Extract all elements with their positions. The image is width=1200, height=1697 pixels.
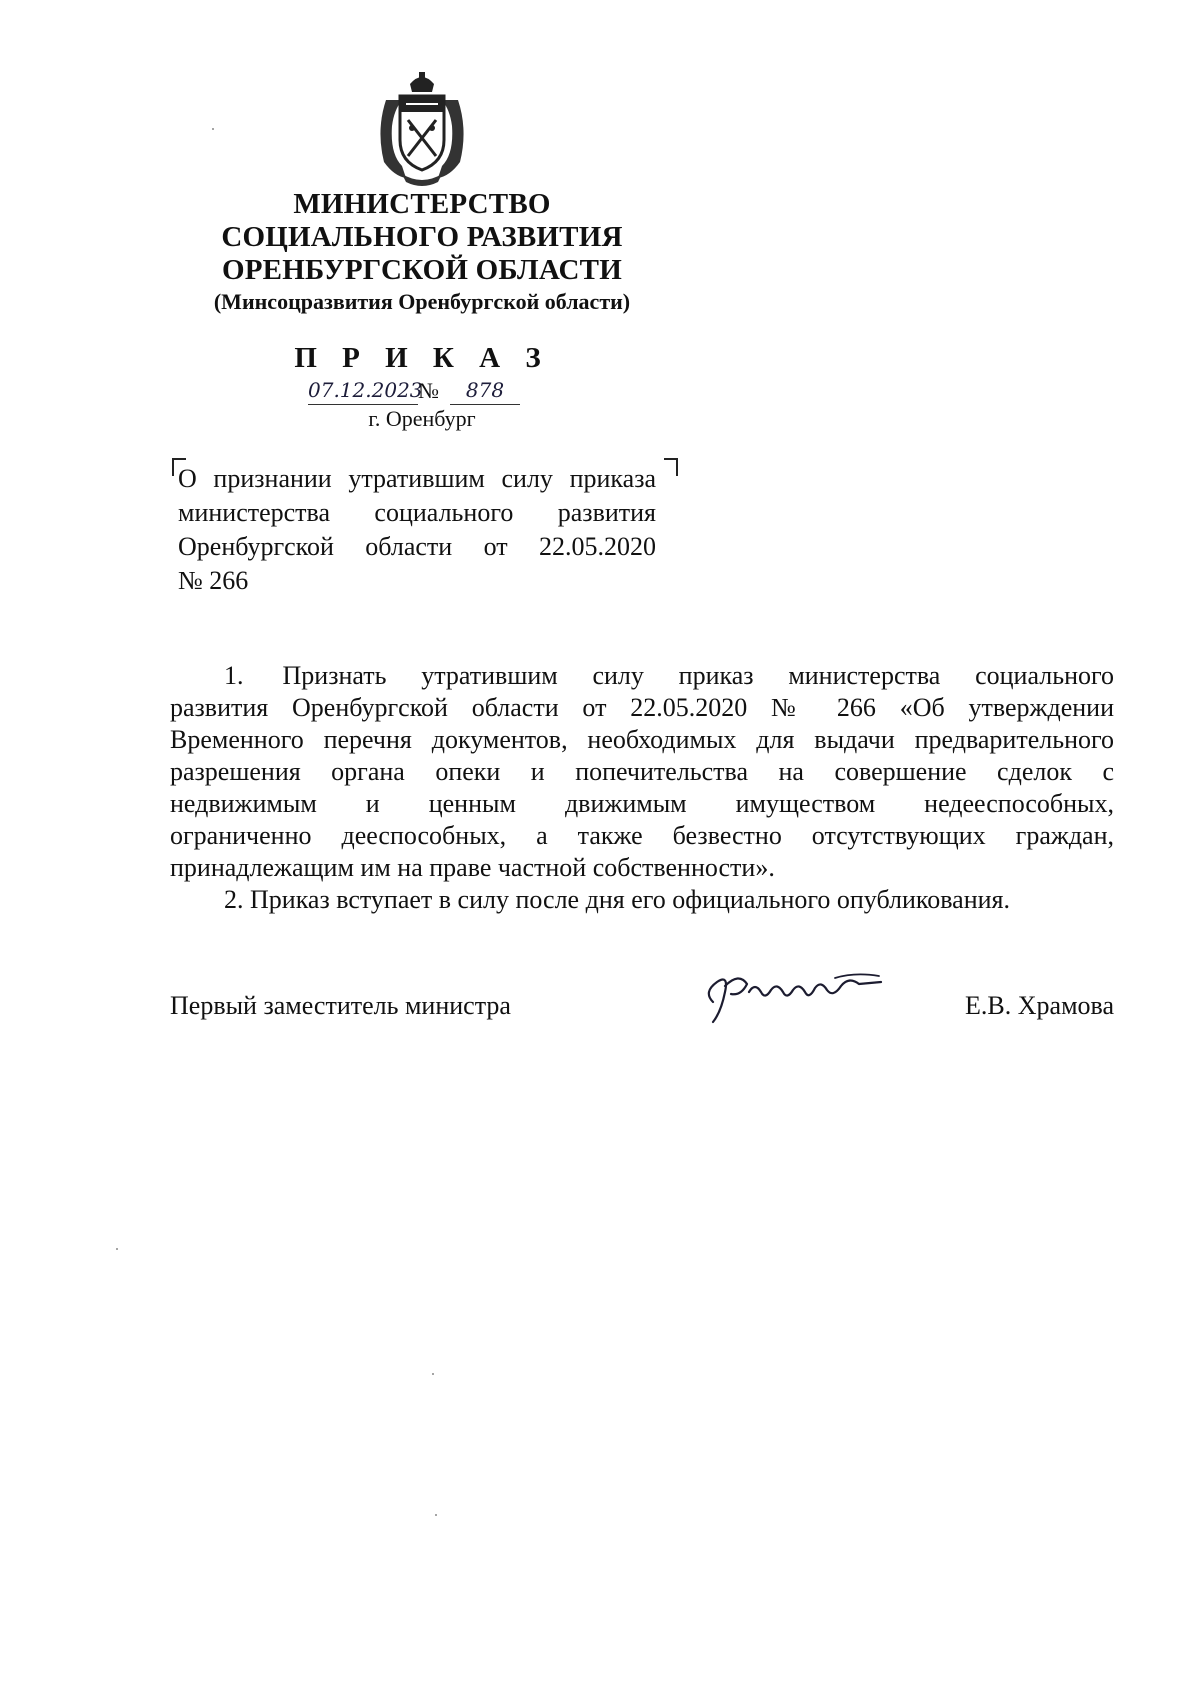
scan-speck [432, 1373, 434, 1375]
paragraph-line: разрешения органа опеки и попечительства на совершение сделок с [170, 757, 1114, 786]
signatory-name: Е.В. Храмова [965, 991, 1114, 1020]
order-paragraph-2 [170, 884, 1114, 916]
order-paragraph-1 [170, 660, 1114, 884]
order-body [170, 660, 1114, 916]
subject-line: Оренбургской области от 22.05.2020 [178, 532, 656, 561]
order-date-number [300, 378, 560, 404]
subject-corner-right [664, 458, 678, 476]
handwritten-signature [695, 962, 885, 1026]
order-subject [178, 462, 656, 598]
paragraph-line: развития Оренбургской области от 22.05.2020 № 266 «Об утверждении [170, 693, 1114, 722]
paragraph-line: принадлежащим им на праве частной собственности». [170, 853, 775, 882]
subject-line: министерства социального развития [178, 498, 656, 527]
ministry-name-line3: ОРЕНБУРГСКОЙ ОБЛАСТИ [222, 254, 622, 286]
ministry-name-line2: СОЦИАЛЬНОГО РАЗВИТИЯ [221, 221, 623, 253]
order-city: г. Оренбург [368, 406, 476, 431]
paragraph-line: Временного перечня документов, необходимых для выдачи предварительного [170, 725, 1114, 754]
ministry-header [160, 188, 684, 317]
coat-of-arms-emblem [372, 70, 472, 188]
scan-speck [212, 128, 214, 130]
order-title: П Р И К А З [294, 342, 550, 374]
scan-speck [435, 1514, 437, 1516]
ministry-short-name: (Минсоцразвития Оренбургской области) [213, 289, 631, 314]
order-number-label: № [418, 378, 439, 403]
paragraph-line: 2. Приказ вступает в силу после дня его официального опубликования. [224, 885, 1010, 914]
paragraph-line: 1. Признать утратившим силу приказ министерства социального [224, 661, 1114, 690]
signatory-title: Первый заместитель министра [170, 991, 511, 1020]
paragraph-line: ограниченно дееспособных, а также безвестно отсутствующих граждан, [170, 821, 1114, 850]
order-number-handwritten: 878 [450, 378, 520, 405]
subject-line: О признании утратившим силу приказа [178, 464, 656, 493]
order-date-handwritten: 07.12.2023 [308, 378, 418, 405]
scan-speck [116, 1248, 118, 1250]
subject-line: № 266 [178, 566, 249, 595]
paragraph-line: недвижимым и ценным движимым имуществом недееспособных, [170, 789, 1114, 818]
ministry-name-line1: МИНИСТЕРСТВО [293, 188, 551, 220]
